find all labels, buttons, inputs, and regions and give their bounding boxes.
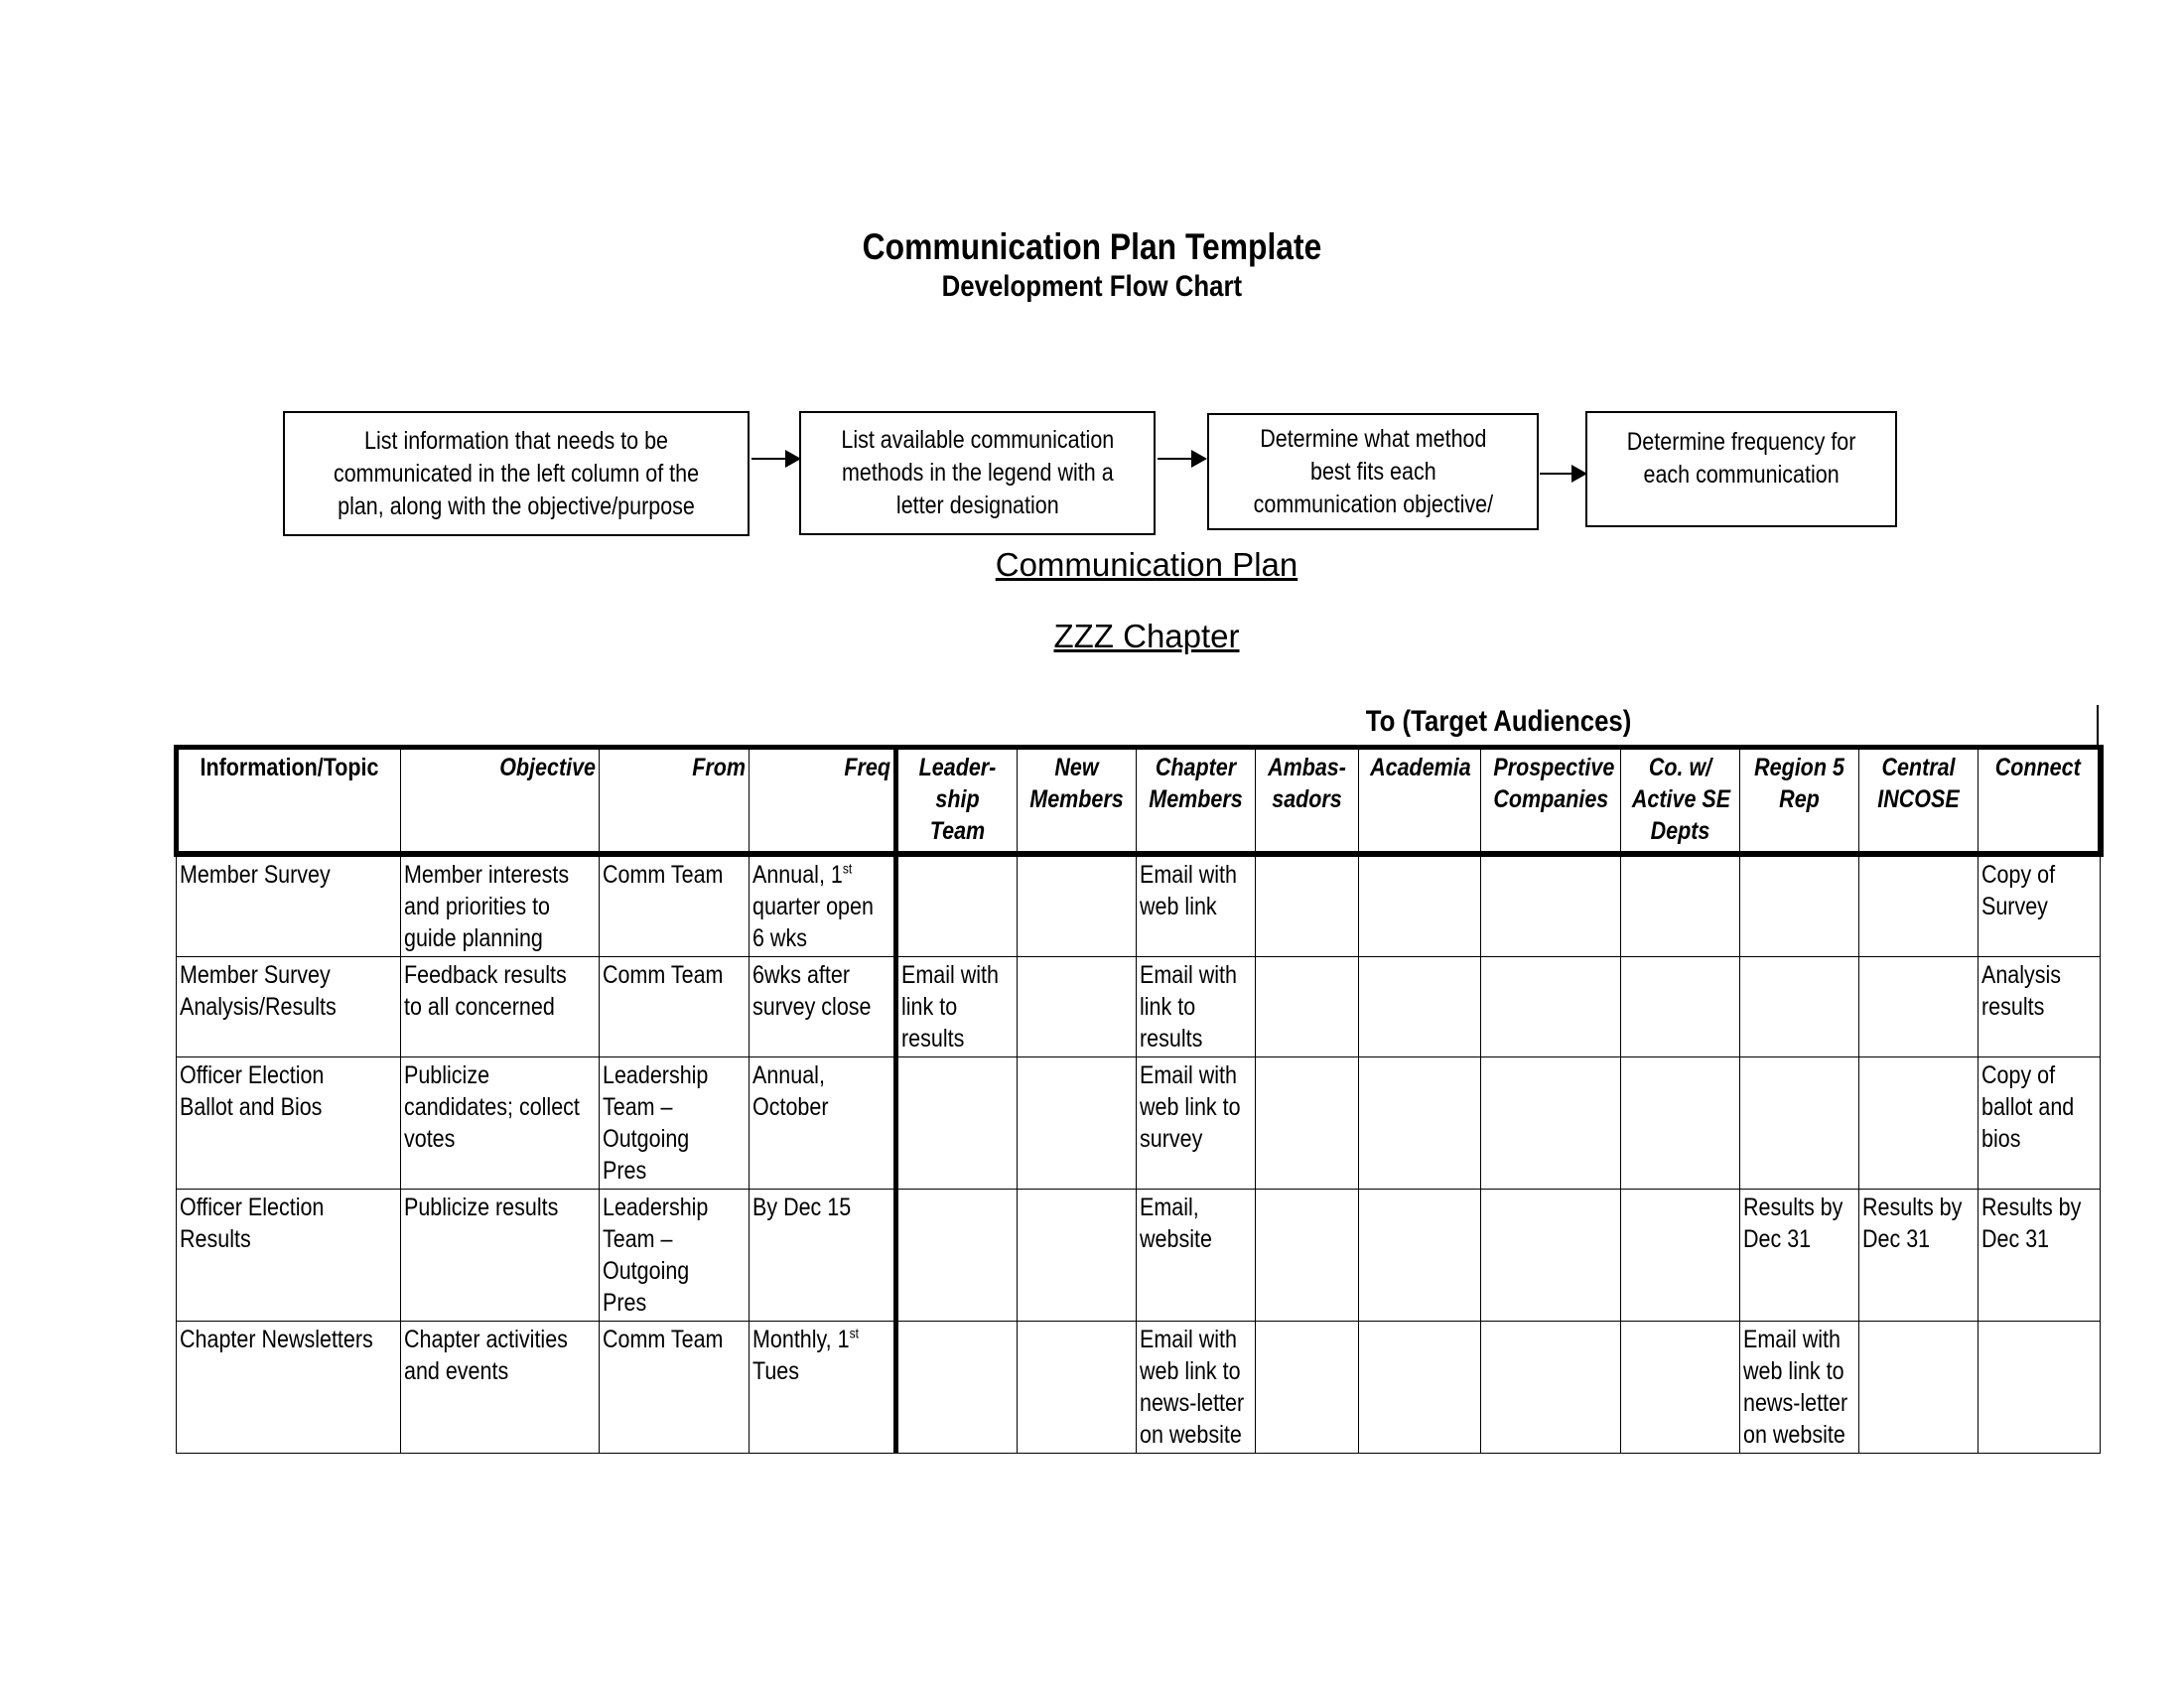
cell-companies-se-depts <box>1621 1189 1740 1321</box>
objective-cell: Publicize candidates; collect votes <box>401 1056 600 1189</box>
flow-arrow-2 <box>1158 458 1205 460</box>
cell-region-5-rep <box>1740 956 1859 1056</box>
from-cell: Comm Team <box>600 1321 750 1453</box>
table-row <box>177 956 2101 1056</box>
cell-connect: Results by Dec 31 <box>1979 1189 2101 1321</box>
header-prospective-companies: Prospective Companies <box>1481 748 1621 854</box>
header-info-topic: Information/Topic <box>177 748 401 854</box>
freq-cell: Annual, October <box>750 1056 896 1189</box>
from-cell: Leadership Team – Outgoing Pres <box>600 1056 750 1189</box>
header-freq: Freq <box>750 748 896 854</box>
table-row <box>177 1189 2101 1321</box>
cell-companies-se-depts <box>1621 1056 1740 1189</box>
cell-academia <box>1359 1321 1481 1453</box>
cell-leadership-team <box>896 1321 1018 1453</box>
topic-cell: Member Survey <box>177 854 401 957</box>
cell-companies-se-depts <box>1621 956 1740 1056</box>
topic-cell: Officer Election Ballot and Bios <box>177 1056 401 1189</box>
topic-cell: Member Survey Analysis/Results <box>177 956 401 1056</box>
flow-arrow-1 <box>751 458 799 460</box>
table-row <box>177 1321 2101 1453</box>
topic-cell: Officer Election Results <box>177 1189 401 1321</box>
cell-region-5-rep <box>1740 854 1859 957</box>
cell-academia <box>1359 956 1481 1056</box>
document-title: Communication Plan Template <box>862 226 1322 267</box>
header-leadership-team: Leader- ship Team <box>896 748 1018 854</box>
flow-step-1: List information that needs to be communicated in the left column of the plan, along with the objective/purpose <box>283 411 750 536</box>
cell-leadership-team <box>896 1056 1018 1189</box>
document-subtitle: Development Flow Chart <box>941 270 1243 303</box>
flow-arrow-3 <box>1540 473 1585 475</box>
cell-new-members <box>1018 854 1137 957</box>
cell-ambassadors <box>1256 854 1359 957</box>
header-objective: Objective <box>401 748 600 854</box>
cell-central-incose <box>1859 854 1979 957</box>
freq-cell: 6wks after survey close <box>750 956 896 1056</box>
cell-academia <box>1359 854 1481 957</box>
table-row <box>177 1056 2101 1189</box>
freq-cell: By Dec 15 <box>750 1189 896 1321</box>
cell-prospective-companies <box>1481 854 1621 957</box>
cell-companies-se-depts <box>1621 854 1740 957</box>
cell-new-members <box>1018 1189 1137 1321</box>
audiences-divider <box>2097 705 2099 745</box>
table-row <box>177 854 2101 957</box>
cell-connect <box>1979 1321 2101 1453</box>
cell-central-incose <box>1859 956 1979 1056</box>
header-from: From <box>600 748 750 854</box>
cell-prospective-companies <box>1481 1056 1621 1189</box>
cell-leadership-team <box>896 854 1018 957</box>
cell-academia <box>1359 1189 1481 1321</box>
cell-region-5-rep: Results by Dec 31 <box>1740 1189 1859 1321</box>
header-region-5-rep: Region 5 Rep <box>1740 748 1859 854</box>
plan-title: Communication Plan <box>995 546 1298 583</box>
cell-connect: Copy of Survey <box>1979 854 2101 957</box>
cell-chapter-members: Email with web link to news-letter on website <box>1137 1321 1256 1453</box>
cell-central-incose <box>1859 1056 1979 1189</box>
from-cell: Leadership Team – Outgoing Pres <box>600 1189 750 1321</box>
cell-ambassadors <box>1256 956 1359 1056</box>
cell-new-members <box>1018 1056 1137 1189</box>
cell-region-5-rep: Email with web link to news-letter on website <box>1740 1321 1859 1453</box>
flow-step-3: Determine what method best fits each communication objective/ <box>1207 413 1539 530</box>
objective-cell: Publicize results <box>401 1189 600 1321</box>
cell-prospective-companies <box>1481 1189 1621 1321</box>
objective-cell: Chapter activities and events <box>401 1321 600 1453</box>
from-cell: Comm Team <box>600 956 750 1056</box>
cell-leadership-team <box>896 1189 1018 1321</box>
cell-new-members <box>1018 1321 1137 1453</box>
header-chapter-members: Chapter Members <box>1137 748 1256 854</box>
cell-connect: Analysis results <box>1979 956 2101 1056</box>
cell-region-5-rep <box>1740 1056 1859 1189</box>
cell-chapter-members: Email with web link to survey <box>1137 1056 1256 1189</box>
objective-cell: Feedback results to all concerned <box>401 956 600 1056</box>
objective-cell: Member interests and priorities to guide planning <box>401 854 600 957</box>
header-academia: Academia <box>1359 748 1481 854</box>
header-companies-se-depts: Co. w/ Active SE Depts <box>1621 748 1740 854</box>
flow-step-4: Determine frequency for each communication <box>1585 411 1897 527</box>
freq-cell: Monthly, 1st Tues <box>750 1321 896 1453</box>
table-body <box>177 854 2101 1454</box>
flow-step-2: List available communication methods in the legend with a letter designation <box>799 411 1156 535</box>
cell-ambassadors <box>1256 1321 1359 1453</box>
cell-leadership-team: Email with link to results <box>896 956 1018 1056</box>
header-central-incose: Central INCOSE <box>1859 748 1979 854</box>
from-cell: Comm Team <box>600 854 750 957</box>
cell-prospective-companies <box>1481 1321 1621 1453</box>
table-header-row <box>177 748 2101 854</box>
target-audiences-label: To (Target Audiences) <box>1366 705 1632 738</box>
cell-central-incose: Results by Dec 31 <box>1859 1189 1979 1321</box>
chapter-title: ZZZ Chapter <box>1053 618 1240 654</box>
cell-companies-se-depts <box>1621 1321 1740 1453</box>
cell-chapter-members: Email with link to results <box>1137 956 1256 1056</box>
header-ambassadors: Ambas- sadors <box>1256 748 1359 854</box>
cell-connect: Copy of ballot and bios <box>1979 1056 2101 1189</box>
cell-ambassadors <box>1256 1056 1359 1189</box>
topic-cell: Chapter Newsletters <box>177 1321 401 1453</box>
cell-new-members <box>1018 956 1137 1056</box>
header-new-members: New Members <box>1018 748 1137 854</box>
cell-ambassadors <box>1256 1189 1359 1321</box>
cell-chapter-members: Email with web link <box>1137 854 1256 957</box>
cell-academia <box>1359 1056 1481 1189</box>
header-connect: Connect <box>1979 748 2101 854</box>
cell-central-incose <box>1859 1321 1979 1453</box>
freq-cell: Annual, 1st quarter open 6 wks <box>750 854 896 957</box>
communication-plan-table <box>174 745 2104 1454</box>
cell-chapter-members: Email, website <box>1137 1189 1256 1321</box>
cell-prospective-companies <box>1481 956 1621 1056</box>
